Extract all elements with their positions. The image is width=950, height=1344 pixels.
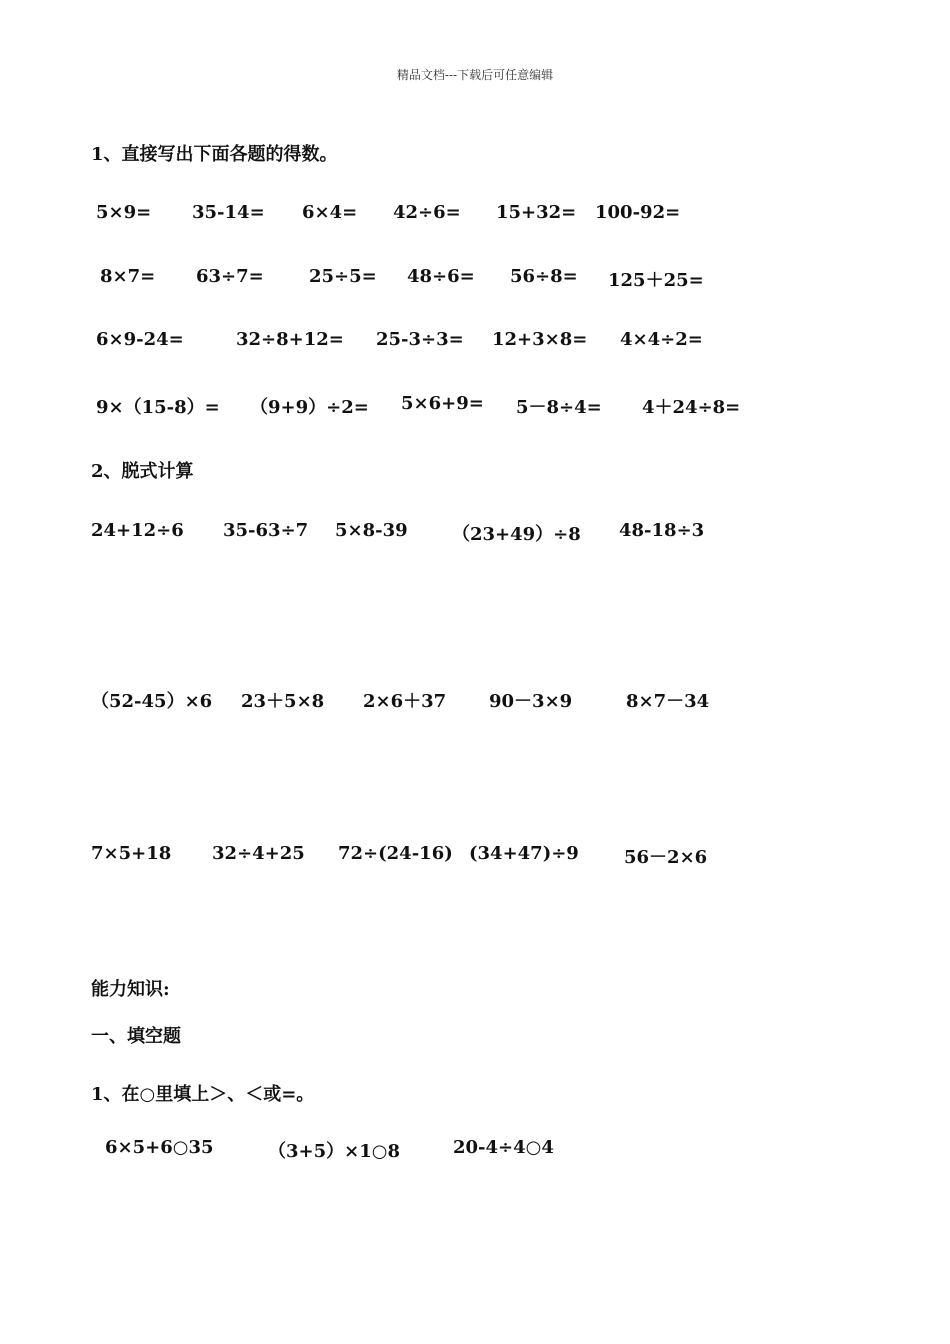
problem: 48÷6= (407, 266, 475, 287)
problem: 23＋5×8 (241, 691, 325, 712)
problem: 32÷8+12= (236, 329, 344, 350)
problem: （9+9）÷2= (250, 397, 369, 418)
ability-title: 能力知识: (91, 979, 170, 1000)
problem: 35-63÷7 (223, 520, 309, 541)
problem: 35-14= (192, 202, 265, 223)
problem: 6×9-24= (96, 329, 184, 350)
question-1: 1、在○里填上＞、＜或=。 (91, 1084, 315, 1105)
problem: 90－3×9 (489, 691, 573, 712)
problem: 5×8-39 (335, 520, 408, 541)
problem: 63÷7= (196, 266, 264, 287)
problem: 25-3÷3= (376, 329, 464, 350)
problem: 5－8÷4= (516, 397, 602, 418)
problem: （52-45）×6 (91, 691, 213, 712)
problem: 125＋25= (608, 270, 704, 291)
problem: 12+3×8= (492, 329, 588, 350)
compare-item: 6×5+6○35 (105, 1137, 214, 1158)
problem: 48-18÷3 (619, 520, 705, 541)
problem: 5×9= (96, 202, 152, 223)
problem: 56－2×6 (624, 847, 708, 868)
fill-blank-title: 一、填空题 (91, 1026, 181, 1047)
section1-title: 1、直接写出下面各题的得数。 (91, 144, 338, 165)
problem: 15+32= (496, 202, 577, 223)
section2-title: 2、脱式计算 (91, 461, 194, 482)
problem: 2×6＋37 (363, 691, 447, 712)
compare-item: 20-4÷4○4 (453, 1137, 554, 1158)
problem: 4＋24÷8= (642, 397, 741, 418)
problem: 9×（15-8）= (96, 397, 220, 418)
problem: (34+47)÷9 (469, 843, 579, 864)
problem: 8×7= (100, 266, 156, 287)
compare-item: （3+5）×1○8 (268, 1141, 400, 1162)
problem: 4×4÷2= (620, 329, 703, 350)
problem: 25÷5= (309, 266, 377, 287)
problem: 8×7－34 (626, 691, 710, 712)
problem: 7×5+18 (91, 843, 172, 864)
problem: 56÷8= (510, 266, 578, 287)
problem: 24+12÷6 (91, 520, 184, 541)
problem: 6×4= (302, 202, 358, 223)
problem: 72÷(24-16) (338, 843, 453, 864)
problem: 32÷4+25 (212, 843, 305, 864)
problem: 100-92= (595, 202, 681, 223)
problem: （23+49）÷8 (452, 524, 581, 545)
problem: 5×6+9= (401, 393, 484, 414)
page-header: 精品文档---下载后可任意编辑 (396, 68, 554, 82)
problem: 42÷6= (393, 202, 461, 223)
